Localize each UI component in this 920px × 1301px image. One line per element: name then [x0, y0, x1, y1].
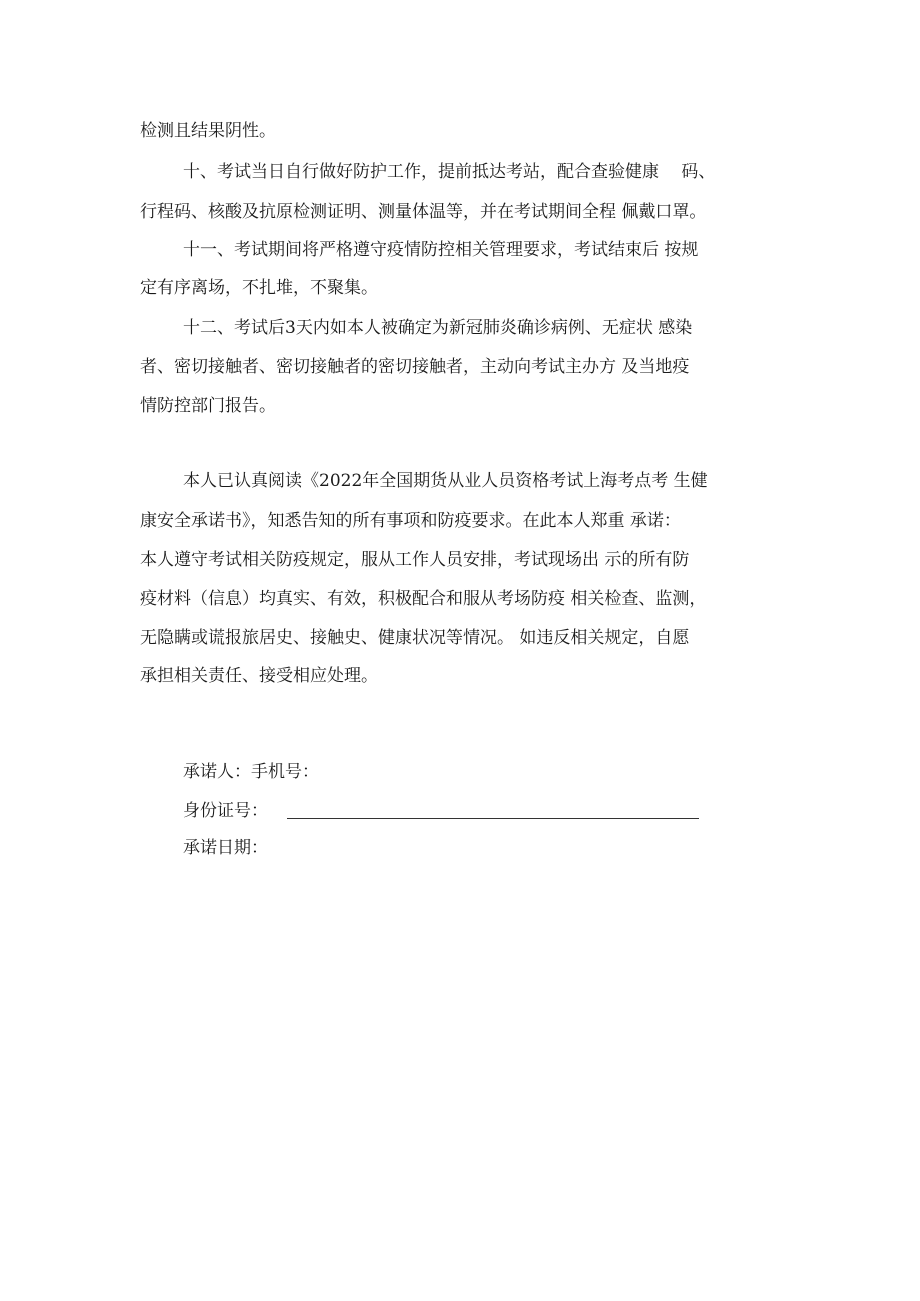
paragraph-line: 疫材料（信息）均真实、有效，积极配合和服从考场防疫 相关检查、监测， [140, 589, 707, 609]
paragraph-line: 无隐瞒或谎报旅居史、接触史、健康状况等情况。 如违反相关规定，自愿 [140, 628, 690, 648]
paragraph-line: 十二、考试后3天内如本人被确定为新冠肺炎确诊病例、无症状 感染 [183, 318, 693, 338]
paragraph-line: 检测且结果阴性。 [140, 121, 276, 141]
promiser-phone-label: 承诺人：手机号： [183, 762, 319, 782]
paragraph-line: 十、考试当日自行做好防护工作，提前抵达考站，配合查验健康 码、 [183, 162, 716, 182]
paragraph-line: 情防控部门报告。 [140, 396, 276, 416]
paragraph-line: 者、密切接触者、密切接触者的密切接触者，主动向考试主办方 及当地疫 [140, 357, 690, 377]
paragraph-line: 承担相关责任、接受相应处理。 [140, 666, 378, 686]
paragraph-line: 定有序离场，不扎堆，不聚集。 [140, 278, 378, 298]
paragraph-line: 行程码、核酸及抗原检测证明、测量体温等，并在考试期间全程 佩戴口罩。 [140, 202, 707, 222]
paragraph-line: 本人遵守考试相关防疫规定，服从工作人员安排，考试现场出 示的所有防 [140, 550, 690, 570]
id-number-label: 身份证号： [183, 801, 268, 821]
paragraph-line: 康安全承诺书》，知悉告知的所有事项和防疫要求。在此本人郑重 承诺： [140, 511, 681, 531]
id-number-underline [287, 818, 699, 819]
paragraph-line: 本人已认真阅读《2022年全国期货从业人员资格考试上海考点考 生健 [183, 471, 708, 491]
promise-date-label: 承诺日期： [183, 838, 268, 858]
paragraph-line: 十一、考试期间将严格遵守疫情防控相关管理要求，考试结束后 按规 [183, 240, 699, 260]
